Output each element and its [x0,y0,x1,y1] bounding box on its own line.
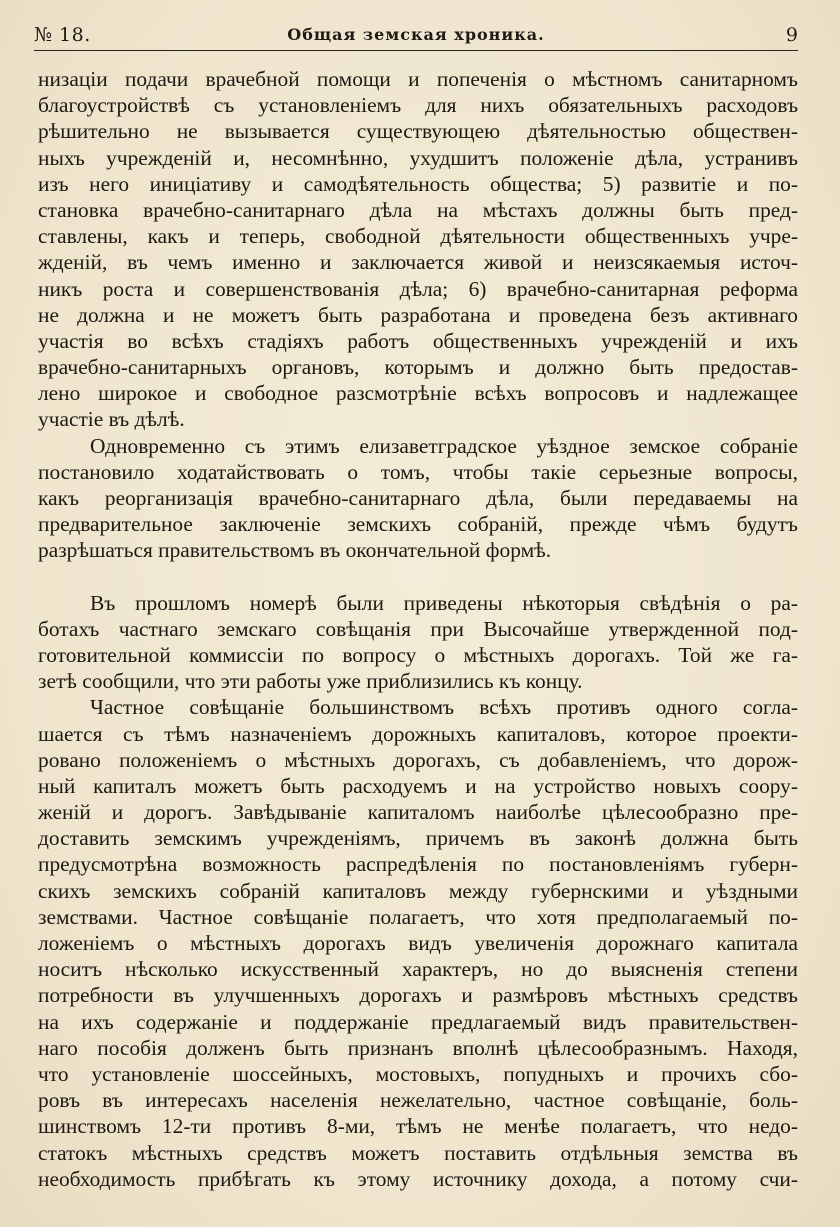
text-line: что установленіе шоссейныхъ, мостовыхъ, попудныхъ и прочихъ сбо- [38,1061,798,1086]
text-line: предварительное заключеніе земскихъ собраній, прежде чѣмъ будутъ [38,512,798,537]
page-number: 9 [785,24,798,46]
text-line: ложеніемъ о мѣстныхъ дорогахъ видъ увеличенія дорожнаго капитала [38,931,798,955]
text-line: постановило ходатайствовать о томъ, чтобы такіе серьезные вопросы, [38,459,798,484]
text-line: доставить земскимъ учрежденіямъ, причемъ въ законѣ должна быть [38,826,798,851]
text-line: ботахъ частнаго земскаго совѣщанія при Высочайше утвержденной под- [38,616,798,641]
paragraph-2 [38,433,798,564]
text-line: врачебно-санитарныхъ органовъ, которымъ и должно быть предостав- [38,355,798,380]
text-line: благоустройствѣ съ установленіемъ для нихъ обязательныхъ расходовъ [38,93,798,118]
text-line: шается съ тѣмъ назначеніемъ дорожныхъ капиталовъ, которое проекти- [38,721,798,746]
text-line: Частное совѣщаніе большинствомъ всѣхъ противъ одного согла- [90,695,798,720]
text-line: женій и дорогъ. Завѣдываніе капиталомъ наиболѣе цѣлесообразно пре- [38,800,798,825]
text-line: какъ реорганизація врачебно-санитарнаго дѣла, были передаваемы на [38,486,798,510]
text-line: потребности въ улучшенныхъ дорогахъ и размѣровъ мѣстныхъ средствъ [38,983,798,1008]
text-line: земствами. Частное совѣщаніе полагаетъ, что хотя предполагаемый по- [38,904,798,929]
header-rule [34,50,798,51]
article-body [38,66,798,1192]
text-line: носитъ нѣсколько искусственный характеръ, но до выясненія степени [38,957,798,982]
text-line: на ихъ содержаніе и поддержаніе предлагаемый видъ правительствен- [38,1009,798,1034]
section-title: Общая земская хроника. [287,25,545,44]
paragraph-3 [38,590,798,695]
paragraph-1 [38,66,798,433]
text-line: лено широкое и свободное разсмотрѣніе всѣхъ вопросовъ и надлежащее [38,381,798,406]
text-line: жденій, въ чемъ именно и заключается живой и неизсякаемыя источ- [38,250,798,275]
text-line: не должна и не можетъ быть разработана и проведена безъ активнаго [38,302,798,327]
issue-number: № 18. [34,24,91,46]
text-line: ставлены, какъ и теперь, свободной дѣятельности общественныхъ учре- [38,224,798,249]
text-line: участія во всѣхъ стадіяхъ работъ общественныхъ учрежденій и ихъ [38,328,798,353]
text-line: зетѣ сообщили, что эти работы уже приблизились къ концу. [38,669,583,694]
running-header [34,20,798,50]
text-line: становка врачебно-санитарнаго дѣла на мѣстахъ должны быть пред- [38,197,798,222]
text-line: готовительной коммиссіи по вопросу о мѣстныхъ дорогахъ. Той же га- [38,642,798,667]
text-line: необходимость прибѣгать къ этому источнику дохода, а потому счи- [38,1166,798,1191]
text-line: никъ роста и совершенствованія дѣла; 6) врачебно-санитарная реформа [38,276,798,301]
text-line: ный капиталъ можетъ быть расходуемъ и на устройство новыхъ соору- [38,773,798,798]
text-line: статокъ мѣстныхъ средствъ можетъ поставить отдѣльныя земства въ [38,1140,798,1165]
text-line: ныхъ учрежденій и, несомнѣнно, ухудшитъ положеніе дѣла, устранивъ [38,145,798,170]
section-break [38,564,798,590]
text-line: рѣшительно не вызывается существующею дѣятельностью обществен- [38,119,798,144]
text-line: низаціи подачи врачебной помощи и попеченія о мѣстномъ санитарномъ [38,67,798,91]
text-line: Одновременно съ этимъ елизаветградское уѣздное земское собраніе [90,433,798,458]
text-line: изъ него иниціативу и самодѣятельность общества; 5) развитіе и по- [38,171,798,196]
text-line: участіе въ дѣлѣ. [38,407,185,432]
text-line: Въ прошломъ номерѣ были приведены нѣкоторыя свѣдѣнія о ра- [90,590,798,615]
text-line: разрѣшаться правительствомъ въ окончательной формѣ. [38,538,552,563]
text-line: ровано положеніемъ о мѣстныхъ дорогахъ, съ добавленіемъ, что дорож- [38,747,798,772]
text-line: шинствомъ 12-ти противъ 8-ми, тѣмъ не менѣе полагаетъ, что недо- [38,1114,798,1139]
text-line: предусмотрѣна возможность распредѣленія по постановленіямъ губерн- [38,852,798,877]
text-line: ровъ въ интересахъ населенія нежелательно, частное совѣщаніе, боль- [38,1088,798,1113]
paragraph-4 [38,694,798,1192]
text-line: наго пособія долженъ быть признанъ вполнѣ цѣлесообразнымъ. Находя, [38,1035,798,1060]
text-line: скихъ земскихъ собраній капиталовъ между губернскими и уѣздными [38,878,798,903]
